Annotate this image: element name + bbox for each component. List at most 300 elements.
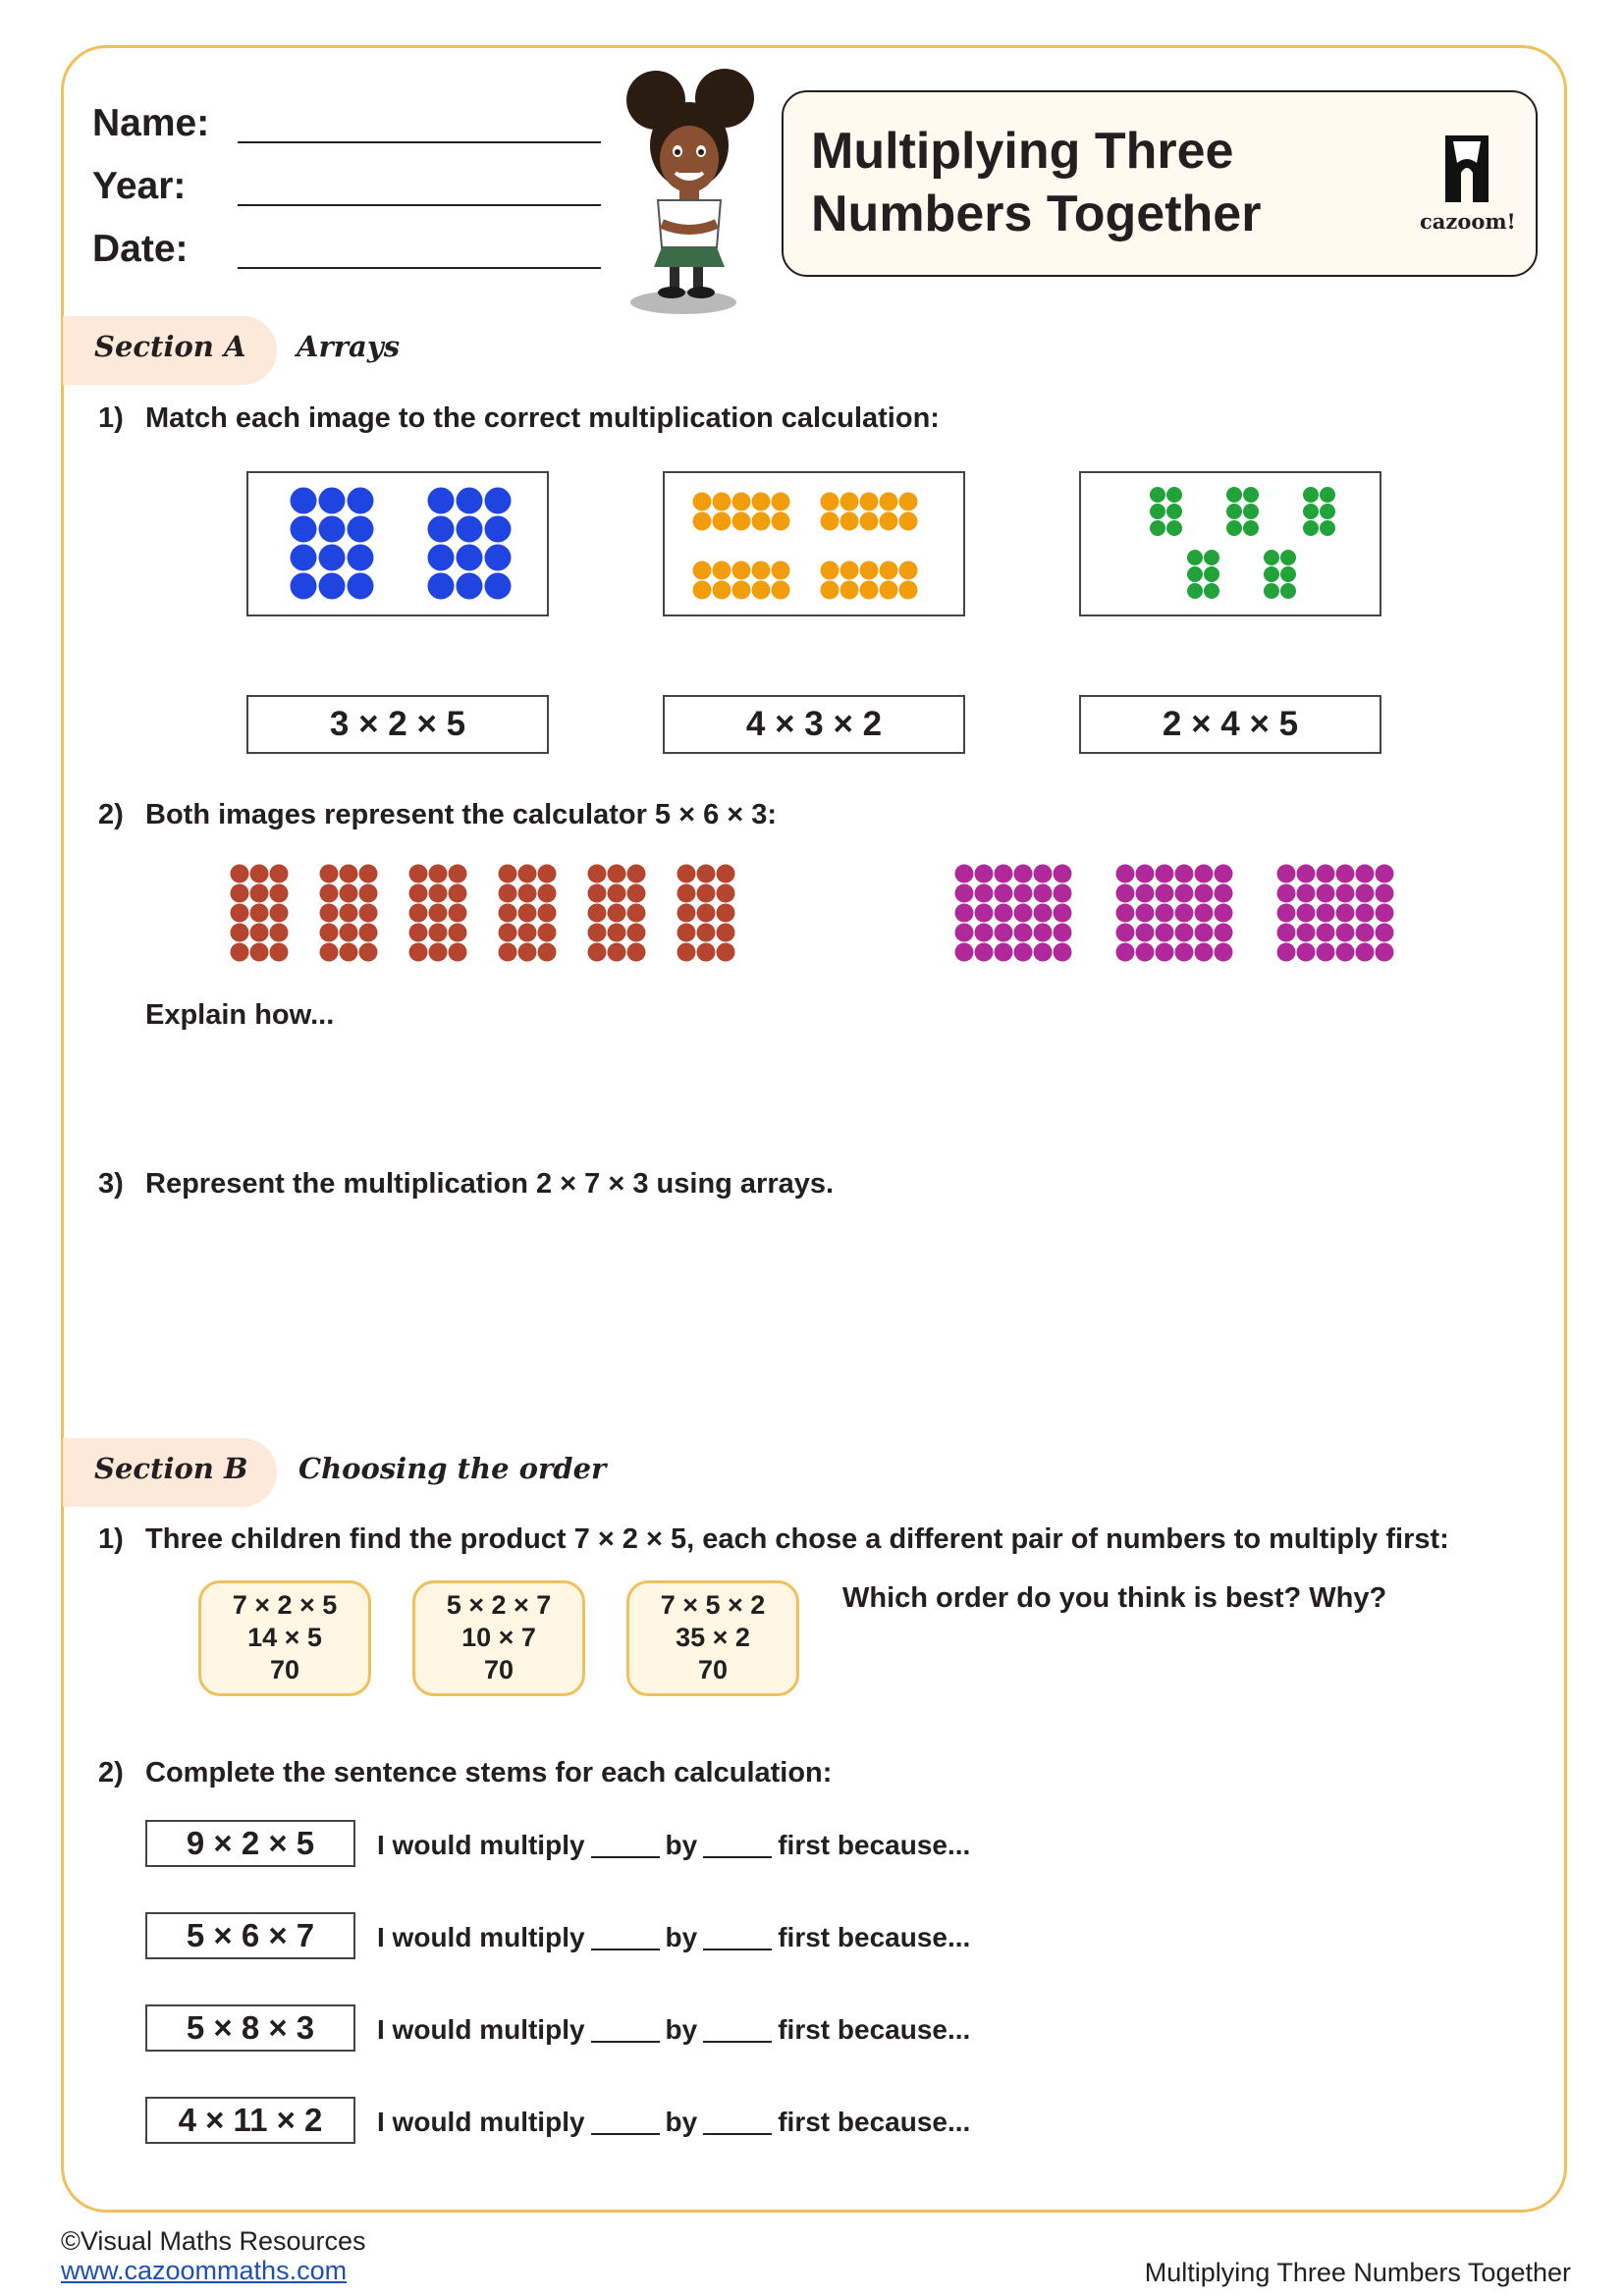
array-dot — [250, 865, 269, 883]
array-dot — [1136, 924, 1155, 942]
array-dot — [697, 924, 716, 942]
question-text: Match each image to the correct multiplication calculation: — [145, 402, 940, 434]
array-dot — [348, 573, 374, 600]
array-dot — [1204, 566, 1219, 582]
sentence-stem-2 — [377, 1922, 970, 1953]
array-dot — [1136, 904, 1155, 923]
array-dot — [1376, 865, 1394, 883]
answer-blank[interactable] — [591, 1856, 660, 1858]
array-dot — [1336, 943, 1355, 962]
array-dot — [485, 545, 512, 571]
array-dot — [538, 884, 557, 903]
array-dot — [1376, 943, 1394, 962]
array-dot — [693, 493, 712, 511]
array-dot — [995, 865, 1013, 883]
array-dot — [899, 561, 918, 580]
array-dot — [1356, 865, 1375, 883]
array-dot — [250, 884, 269, 903]
card-line: 7 × 5 × 2 — [660, 1590, 766, 1620]
array-dot — [1175, 924, 1194, 942]
array-dot — [1156, 884, 1174, 903]
section-b-name: Choosing the order — [298, 1452, 607, 1485]
array-dot — [348, 488, 374, 514]
array-dot — [1116, 865, 1135, 883]
array-dot — [1195, 865, 1214, 883]
card-line: 35 × 2 — [676, 1623, 750, 1652]
array-dot — [270, 904, 289, 923]
array-dot — [485, 573, 512, 600]
array-dot — [1175, 865, 1194, 883]
array-dot — [693, 512, 712, 531]
array-dot — [1116, 884, 1135, 903]
array-dot — [732, 581, 751, 600]
array-dot — [821, 561, 839, 580]
array-dot — [697, 943, 716, 962]
array-dot — [677, 904, 696, 923]
array-dot — [457, 573, 483, 600]
array-dot — [270, 924, 289, 942]
array-dot — [1320, 520, 1335, 536]
array-dot — [1297, 884, 1316, 903]
array-dot — [1156, 865, 1174, 883]
array-dot — [538, 904, 557, 923]
array-dot — [975, 884, 994, 903]
array-dot — [1054, 884, 1072, 903]
question-number: 2) — [98, 1757, 124, 1789]
array-dot — [693, 581, 712, 600]
array-dot — [485, 488, 512, 514]
array-dot — [860, 581, 879, 600]
array-dot — [1195, 943, 1214, 962]
array-dot — [608, 943, 626, 962]
array-dot — [359, 943, 378, 962]
answer-blank[interactable] — [703, 2133, 772, 2135]
array-dot — [880, 581, 898, 600]
array-dot — [975, 943, 994, 962]
array-dot — [1150, 520, 1165, 536]
card-line: 5 × 2 × 7 — [446, 1590, 552, 1620]
array-dot — [1317, 943, 1335, 962]
array-dot — [319, 488, 346, 514]
array-dot — [457, 516, 483, 543]
array-dot — [429, 865, 448, 883]
array-dot — [231, 904, 249, 923]
array-dot — [955, 943, 974, 962]
array-dot — [1195, 904, 1214, 923]
array-dot — [1243, 487, 1259, 503]
array-dot — [772, 581, 790, 600]
array-dot — [340, 924, 358, 942]
array-dot — [291, 488, 317, 514]
array-dot — [1317, 904, 1335, 923]
answer-blank[interactable] — [591, 2133, 660, 2135]
card-line: 70 — [697, 1655, 729, 1684]
array-dot — [499, 904, 517, 923]
array-dot — [1320, 504, 1335, 519]
array-dot — [880, 493, 898, 511]
child-method-card-3 — [626, 1580, 799, 1696]
cazoom-logo-icon — [1439, 133, 1494, 204]
array-dot — [627, 865, 646, 883]
array-dot — [713, 493, 731, 511]
array-dot — [319, 545, 346, 571]
footer-website-link[interactable]: www.cazoommaths.com — [61, 2256, 348, 2285]
array-dot — [677, 884, 696, 903]
array-dot — [840, 512, 859, 531]
stem-text: by — [665, 1922, 698, 1952]
worksheet-title — [811, 120, 1322, 245]
student-mascot-illustration — [615, 61, 782, 318]
year-label: Year: — [92, 165, 187, 207]
question-number: 2) — [98, 799, 124, 830]
array-dot — [409, 924, 428, 942]
array-dot — [1215, 884, 1233, 903]
array-dot — [697, 884, 716, 903]
array-dot — [1116, 943, 1135, 962]
array-dot — [1226, 487, 1242, 503]
array-dot — [1297, 904, 1316, 923]
array-dot — [457, 488, 483, 514]
stem-calc-box-3: 5 × 8 × 3 — [145, 2004, 355, 2052]
array-dot — [1054, 943, 1072, 962]
array-dot — [449, 943, 467, 962]
array-dot — [340, 884, 358, 903]
array-dot — [1243, 504, 1259, 519]
array-dot — [250, 924, 269, 942]
stem-text: first because... — [778, 2014, 971, 2045]
array-dot — [1204, 583, 1219, 599]
date-line[interactable] — [238, 267, 601, 269]
array-dot — [860, 493, 879, 511]
array-dot — [955, 904, 974, 923]
card-line: 7 × 2 × 5 — [232, 1590, 338, 1620]
question-text: Both images represent the calculator 5 × 6 × 3: — [145, 799, 778, 830]
array-dot — [429, 943, 448, 962]
array-dot — [588, 924, 607, 942]
array-dot — [627, 943, 646, 962]
sentence-stem-3 — [377, 2014, 970, 2046]
answer-blank[interactable] — [591, 2041, 660, 2043]
array-1-dots — [248, 473, 547, 614]
array-dot — [1195, 924, 1214, 942]
array-dot — [1136, 943, 1155, 962]
array-2-dots — [665, 473, 963, 614]
array-dot — [518, 904, 537, 923]
card-line: 70 — [483, 1655, 514, 1684]
array-dot — [1226, 520, 1242, 536]
array-dot — [250, 904, 269, 923]
array-dot — [1166, 504, 1182, 519]
array-dot — [449, 865, 467, 883]
array-dot — [320, 924, 339, 942]
array-dot — [880, 512, 898, 531]
array-dot — [1054, 924, 1072, 942]
array-dot — [1303, 520, 1319, 536]
stem-calc-box-1: 9 × 2 × 5 — [145, 1820, 355, 1867]
array-dot — [840, 493, 859, 511]
array-dot — [1150, 487, 1165, 503]
array-dot — [717, 904, 735, 923]
array-dot — [449, 904, 467, 923]
year-line[interactable] — [238, 204, 601, 206]
array-dot — [231, 865, 249, 883]
card-line: 10 × 7 — [461, 1623, 536, 1652]
array-dot — [627, 904, 646, 923]
array-dot — [291, 573, 317, 600]
array-dot — [1136, 884, 1155, 903]
stem-text: I would multiply — [377, 2107, 585, 2137]
card-line: 14 × 5 — [247, 1623, 322, 1652]
array-dot — [860, 561, 879, 580]
array-dot — [320, 943, 339, 962]
array-dot — [538, 924, 557, 942]
stem-text: I would multiply — [377, 1830, 585, 1860]
array-dot — [1187, 566, 1203, 582]
array-dot — [429, 924, 448, 942]
array-dot — [457, 545, 483, 571]
stem-text: by — [665, 2107, 698, 2137]
array-dot — [428, 545, 455, 571]
array-dot — [1280, 550, 1296, 565]
array-dot — [697, 904, 716, 923]
array-dot — [732, 493, 751, 511]
array-dot — [1356, 943, 1375, 962]
array-dot — [1226, 504, 1242, 519]
array-dot — [499, 865, 517, 883]
array-dot — [1175, 943, 1194, 962]
stem-text: first because... — [778, 1922, 971, 1952]
array-dot — [428, 573, 455, 600]
sentence-stem-1 — [377, 1830, 970, 1861]
calc-box-1[interactable]: 3 × 2 × 5 — [246, 695, 549, 754]
array-dot — [1277, 904, 1296, 923]
section-a-name: Arrays — [297, 330, 401, 363]
array-dot — [359, 865, 378, 883]
title-box — [782, 90, 1538, 277]
array-dot — [1303, 487, 1319, 503]
sentence-stem-4 — [377, 2107, 970, 2138]
section-b-tab — [63, 1438, 277, 1507]
array-dot — [899, 493, 918, 511]
array-dot — [1054, 865, 1072, 883]
array-dot — [1166, 487, 1182, 503]
array-dot — [1277, 884, 1296, 903]
array-dot — [713, 512, 731, 531]
array-dot — [538, 943, 557, 962]
array-dot — [1280, 566, 1296, 582]
array-dot — [270, 884, 289, 903]
array-dot — [1166, 520, 1182, 536]
array-dot — [270, 865, 289, 883]
array-dot — [320, 865, 339, 883]
array-dot — [1277, 943, 1296, 962]
array-dot — [518, 943, 537, 962]
array-dot — [409, 884, 428, 903]
array-dot — [270, 943, 289, 962]
array-dot — [359, 924, 378, 942]
array-dot — [840, 581, 859, 600]
title-line-1: Multiplying Three — [811, 123, 1234, 180]
array-dot — [409, 943, 428, 962]
array-dot — [518, 884, 537, 903]
array-dot — [1336, 884, 1355, 903]
array-dot — [348, 545, 374, 571]
array-dot — [231, 884, 249, 903]
array-dot — [319, 573, 346, 600]
array-dot — [250, 943, 269, 962]
array-dot — [1297, 943, 1316, 962]
array-dot — [955, 865, 974, 883]
array-dot — [772, 493, 790, 511]
array-dot — [1034, 904, 1053, 923]
array-dot — [1034, 884, 1053, 903]
array-dot — [1034, 943, 1053, 962]
array-dot — [1187, 583, 1203, 599]
array-dot — [1014, 865, 1033, 883]
array-dot — [1014, 924, 1033, 942]
stem-text: first because... — [778, 1830, 971, 1860]
array-dot — [319, 516, 346, 543]
array-dot — [1215, 924, 1233, 942]
array-dot — [1150, 504, 1165, 519]
question-text: Complete the sentence stems for each calculation: — [145, 1757, 833, 1789]
array-image-1 — [246, 471, 549, 616]
array-dot — [955, 924, 974, 942]
array-dot — [1376, 924, 1394, 942]
question-number: 1) — [98, 402, 124, 434]
array-dot — [995, 924, 1013, 942]
array-dot — [348, 516, 374, 543]
array-dot — [1317, 884, 1335, 903]
array-dot — [231, 924, 249, 942]
array-dot — [1215, 904, 1233, 923]
array-dot — [1215, 865, 1233, 883]
array-dot — [627, 924, 646, 942]
array-dot — [677, 924, 696, 942]
array-dot — [1264, 583, 1279, 599]
answer-blank[interactable] — [703, 2041, 772, 2043]
array-dot — [821, 581, 839, 600]
array-dot — [409, 904, 428, 923]
array-dot — [499, 884, 517, 903]
answer-blank[interactable] — [703, 1856, 772, 1858]
array-dot — [860, 512, 879, 531]
array-dot — [1356, 884, 1375, 903]
title-line-2: Numbers Together — [811, 186, 1262, 242]
array-image-2 — [663, 471, 965, 616]
array-dot — [955, 884, 974, 903]
array-dot — [608, 865, 626, 883]
question-number: 1) — [98, 1523, 124, 1555]
array-dot — [588, 865, 607, 883]
stem-text: I would multiply — [377, 2014, 585, 2045]
footer-copyright: ©Visual Maths Resources — [61, 2226, 366, 2256]
array-dot — [717, 943, 735, 962]
array-dot — [975, 904, 994, 923]
answer-blank[interactable] — [703, 1949, 772, 1950]
array-dot — [291, 516, 317, 543]
array-dot — [1320, 487, 1335, 503]
array-dot — [359, 884, 378, 903]
array-dot — [409, 865, 428, 883]
array-dot — [1215, 943, 1233, 962]
array-dot — [752, 493, 771, 511]
array-dot — [1243, 520, 1259, 536]
array-dot — [449, 924, 467, 942]
name-line[interactable] — [238, 141, 601, 143]
calc-box-3[interactable]: 2 × 4 × 5 — [1079, 695, 1381, 754]
array-dot — [485, 516, 512, 543]
array-dot — [1356, 904, 1375, 923]
array-dot — [320, 904, 339, 923]
array-dot — [1156, 904, 1174, 923]
array-dot — [340, 904, 358, 923]
array-dot — [320, 884, 339, 903]
array-dot — [359, 904, 378, 923]
array-dot — [588, 884, 607, 903]
array-dot — [1356, 924, 1375, 942]
array-dot — [752, 581, 771, 600]
array-dot — [1317, 865, 1335, 883]
array-dot — [429, 884, 448, 903]
array-dot — [717, 865, 735, 883]
array-image-3 — [1079, 471, 1381, 616]
answer-blank[interactable] — [591, 1949, 660, 1950]
cazoom-logo — [1420, 133, 1514, 234]
child-method-card-1 — [198, 1580, 371, 1696]
array-dot — [1336, 865, 1355, 883]
array-dot — [449, 884, 467, 903]
logo-text: cazoom! — [1420, 209, 1516, 234]
question-text: Represent the multiplication 2 × 7 × 3 using arrays. — [145, 1168, 835, 1200]
array-red-dots — [226, 860, 746, 970]
name-label: Name: — [92, 102, 210, 144]
array-dot — [1264, 566, 1279, 582]
array-dot — [1014, 884, 1033, 903]
array-dot — [428, 488, 455, 514]
array-dot — [608, 924, 626, 942]
array-dot — [1014, 943, 1033, 962]
array-dot — [752, 512, 771, 531]
array-dot — [975, 865, 994, 883]
array-dot — [732, 561, 751, 580]
stem-text: by — [665, 1830, 698, 1860]
question-text: Three children find the product 7 × 2 × 5, each chose a different pair of numbers to multiply first: — [145, 1523, 1449, 1555]
array-dot — [840, 561, 859, 580]
order-prompt: Which order do you think is best? Why? — [842, 1582, 1387, 1614]
array-dot — [1156, 924, 1174, 942]
array-dot — [340, 865, 358, 883]
array-dot — [752, 561, 771, 580]
array-dot — [717, 884, 735, 903]
child-method-card-2 — [412, 1580, 585, 1696]
calc-box-2[interactable]: 4 × 3 × 2 — [663, 695, 965, 754]
array-dot — [608, 884, 626, 903]
array-dot — [608, 904, 626, 923]
array-dot — [1054, 904, 1072, 923]
date-label: Date: — [92, 228, 189, 270]
array-dot — [1280, 583, 1296, 599]
array-dot — [1336, 924, 1355, 942]
stem-text: I would multiply — [377, 1922, 585, 1952]
array-dot — [1376, 884, 1394, 903]
array-dot — [1116, 904, 1135, 923]
array-dot — [1014, 904, 1033, 923]
array-dot — [1175, 904, 1194, 923]
array-dot — [231, 943, 249, 962]
array-dot — [291, 545, 317, 571]
stem-calc-box-4: 4 × 11 × 2 — [145, 2097, 355, 2144]
